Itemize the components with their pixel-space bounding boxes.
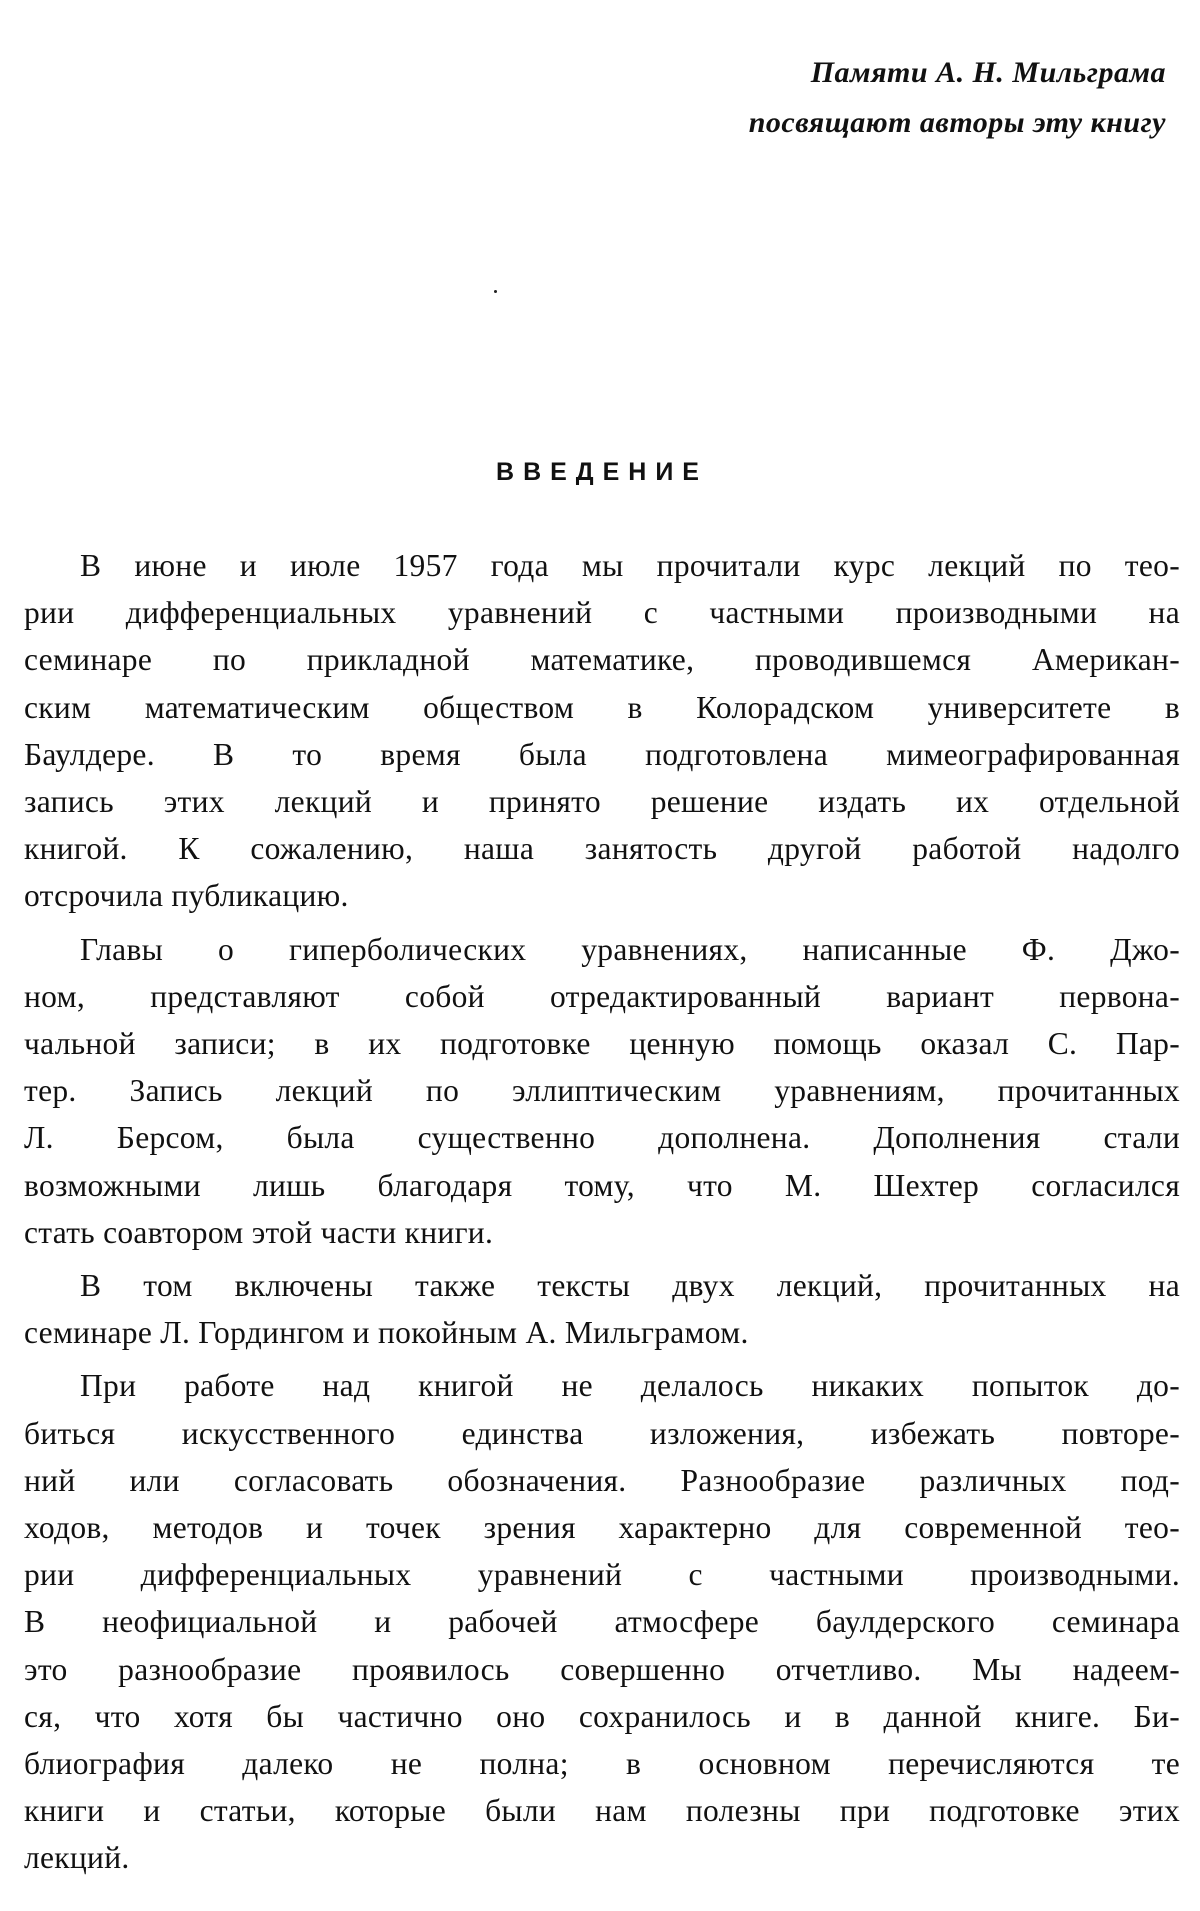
text-line: книги и статьи, которые были нам полезны при подготовке этих <box>24 1793 1180 1829</box>
text-line: ся, что хотя бы частично оно сохранилось и в данной книге. Би- <box>24 1698 1180 1734</box>
text-line: это разнообразие проявилось совершенно отчетливо. Мы надеем- <box>24 1651 1180 1687</box>
text-line: запись этих лекций и принято решение издать их отдельной <box>24 784 1180 820</box>
text-line: семинаре по прикладной математике, проводившемся Американ- <box>24 642 1180 678</box>
text-line: ским математическим обществом в Колорадском университете в <box>24 689 1180 725</box>
section-heading: ВВЕДЕНИЕ <box>496 458 708 486</box>
document-page <box>24 0 1180 1911</box>
text-line: рии дифференциальных уравнений с частными производными. <box>24 1557 1180 1593</box>
dedication-line: посвящают авторы эту книгу <box>748 106 1166 139</box>
text-line: При работе над книгой не делалось никаких попыток до- <box>80 1368 1180 1404</box>
text-line: Л. Берсом, была существенно дополнена. Дополнения стали <box>24 1120 1180 1156</box>
body-text <box>24 542 1180 1888</box>
paragraph <box>24 542 1180 920</box>
text-line: тер. Запись лекций по эллиптическим уравнениям, прочитанных <box>24 1073 1180 1109</box>
text-line: семинаре Л. Гордингом и покойным А. Мильграмом. <box>24 1315 749 1351</box>
text-line: стать соавтором этой части книги. <box>24 1214 494 1250</box>
text-line: лекций. <box>24 1840 130 1876</box>
text-line: В неофициальной и рабочей атмосфере баулдерского семинара <box>24 1604 1180 1640</box>
text-line: ном, представляют собой отредактированный вариант первона- <box>24 978 1180 1014</box>
text-line: биться искусственного единства изложения, избежать повторе- <box>24 1415 1180 1451</box>
text-line: книгой. К сожалению, наша занятость другой работой надолго <box>24 831 1180 867</box>
paragraph <box>24 926 1180 1256</box>
dedication-line: Памяти А. Н. Мильграма <box>810 56 1166 89</box>
text-line: отсрочила публикацию. <box>24 878 349 914</box>
text-line: ний или согласовать обозначения. Разнообразие различных под- <box>24 1462 1180 1498</box>
text-line: Баулдере. В то время была подготовлена мимеографированная <box>24 736 1180 772</box>
text-line: рии дифференциальных уравнений с частными производными на <box>24 595 1180 631</box>
text-line: В июне и июле 1957 года мы прочитали курс лекций по тео- <box>80 548 1180 583</box>
paragraph <box>24 1262 1180 1356</box>
text-line: блиография далеко не полна; в основном перечисляются те <box>24 1746 1180 1782</box>
text-line: возможными лишь благодаря тому, что М. Шехтер согласился <box>24 1167 1180 1203</box>
text-line: ходов, методов и точек зрения характерно для современной тео- <box>24 1510 1180 1546</box>
text-line: Главы о гиперболических уравнениях, написанные Ф. Джо- <box>80 931 1180 967</box>
scan-speck <box>494 290 497 293</box>
dedication <box>749 48 1166 148</box>
text-line: В том включены также тексты двух лекций, прочитанных на <box>80 1268 1180 1304</box>
text-line: чальной записи; в их подготовке ценную помощь оказал С. Пар- <box>24 1026 1180 1062</box>
paragraph <box>24 1362 1180 1881</box>
